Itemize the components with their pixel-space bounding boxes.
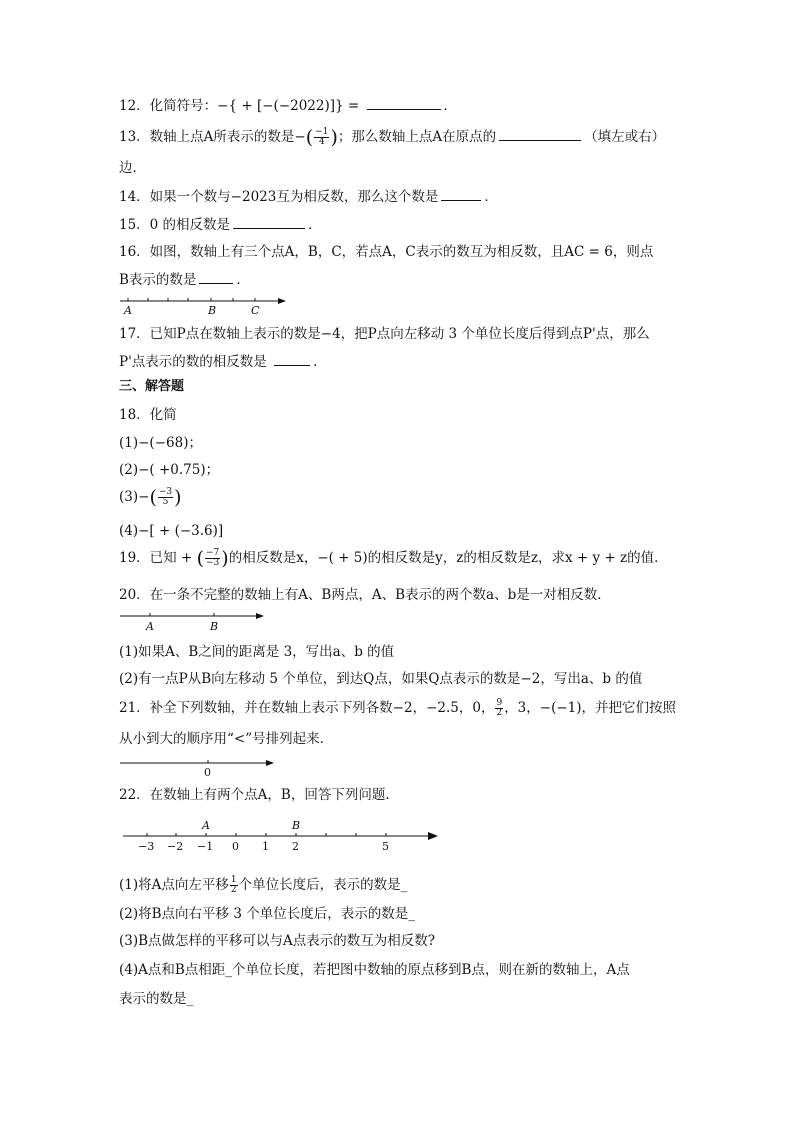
question-18: 18．化简: [119, 407, 177, 423]
answer-blank[interactable]: [367, 97, 441, 110]
q12-text: 12．化简符号：−{ + [−(−2022)]} =: [119, 98, 364, 114]
fraction: $\frac{-3}{5}$: [158, 487, 173, 507]
number-line-figure-20: [118, 608, 268, 636]
q16-text-a: 16．如图，数轴上有三个点A，B，C，若点A，C表示的数互为相反数，且AC = 6，则点: [119, 244, 654, 260]
point-a-label: A: [202, 819, 210, 832]
question-13-cont: [119, 159, 146, 177]
point-b-label: B: [208, 304, 217, 317]
tick-label: −3: [138, 840, 155, 853]
q22-part-4-cont: 表示的数是_: [119, 991, 194, 1007]
fraction: $\frac{9}{2}$: [496, 698, 503, 718]
q13-text-a: 13．数轴上点A所表示的数是−: [119, 129, 306, 145]
fraction: $\frac{-1}{4}$: [315, 127, 329, 147]
question-21-cont: 从小到大的顺序用“<”号排列起来．: [119, 731, 334, 747]
question-16-cont: [119, 271, 250, 289]
question-13: 13．数轴上点A所表示的数是−( $\frac{-1}{4}$ )；那么数轴上点A在原点的 （填左或右）: [119, 126, 666, 149]
q12-end: ．: [443, 98, 458, 114]
question-19: 19．已知 + ( $\frac{-7}{-3}$ )的相反数是x，−( + 5)的相反数是y，z的相反数是z，求x + y + z的值．: [119, 547, 668, 570]
number-line-figure-22: [118, 816, 443, 854]
q18-part-4: (4)−[ + (−3.6)]: [119, 523, 224, 539]
point-a-label: A: [124, 304, 132, 317]
q15-end: ．: [308, 217, 322, 233]
q20-part-2: (2)有一点P从B向左移动 5 个单位，到达Q点，如果Q点表示的数是−2，写出a、b 的值: [119, 671, 643, 687]
q13-text-d: 边．: [119, 160, 146, 176]
q22-part-3: (3)B点做怎样的平移可以与A点表示的数互为相反数?: [119, 933, 436, 949]
q15-text: 15．0 的相反数是: [119, 217, 231, 233]
question-17-cont: [119, 353, 327, 371]
question-16: [119, 243, 653, 261]
tick-label: −1: [197, 840, 214, 853]
q22-part-1: [119, 876, 407, 895]
point-a-label: A: [146, 620, 154, 633]
q13-text-b: ；那么数轴上点A在原点的: [337, 129, 497, 145]
section-heading: 三、解答题: [119, 379, 185, 394]
question-12: [119, 97, 457, 115]
q16-end: ．: [236, 272, 250, 288]
fraction: $\frac{1}{2}$: [230, 875, 237, 895]
q17-text-a: 17．已知P点在数轴上表示的数是−4，把P点向左移动 3 个单位长度后得到点P'点，那么: [119, 326, 650, 342]
q17-end: ．: [313, 354, 327, 370]
tick-label: −2: [167, 840, 184, 853]
answer-blank[interactable]: [233, 216, 305, 229]
q19-text-a: 19．已知 +: [119, 550, 197, 566]
q18-p3-text: (3)−: [119, 489, 150, 505]
tick-label: 0: [232, 840, 239, 853]
q16-text-b: B表示的数是: [119, 272, 197, 288]
q22-p1-text-b: 个单位长度后，表示的数是_: [238, 877, 408, 893]
question-20: 20．在一条不完整的数轴上有A、B两点，A、B表示的两个数a、b是一对相反数．: [119, 587, 611, 603]
q20-part-1: (1)如果A、B之间的距离是 3，写出a、b 的值: [119, 644, 395, 660]
tick-label: 2: [292, 840, 299, 853]
q22-part-2: (2)将B点向右平移 3 个单位长度后，表示的数是_: [119, 906, 415, 922]
question-15: [119, 216, 322, 234]
point-c-label: C: [251, 304, 260, 317]
point-b-label: B: [210, 620, 219, 633]
question-22: 22．在数轴上有两个点A，B，回答下列问题.: [119, 787, 390, 803]
fraction: $\frac{-7}{-3}$: [206, 548, 220, 568]
q14-end: ．: [484, 189, 498, 205]
tick-label: 1: [262, 840, 269, 853]
q13-text-c: （填左或右）: [584, 129, 666, 145]
number-line-figure-16: [118, 292, 290, 318]
q14-text: 14．如果一个数与−2023互为相反数，那么这个数是: [119, 189, 439, 205]
q17-text-b: P'点表示的数的相反数是: [119, 354, 272, 370]
q18-part-3: (3)−( $\frac{-3}{5}$ ): [119, 486, 182, 509]
point-b-label: B: [292, 819, 301, 832]
q21-text-a: 21．补全下列数轴，并在数轴上表示下列各数−2，−2.5，0，: [119, 700, 495, 716]
question-17: [119, 325, 650, 343]
q18-part-2: (2)−( +0.75)；: [119, 462, 220, 478]
q19-text-b: 的相反数是x，−( + 5)的相反数是y，z的相反数是z，求x + y + z的值．: [228, 550, 668, 566]
q22-part-4: (4)A点和B点相距_个单位长度，若把图中数轴的原点移到B点，则在新的数轴上，A点: [119, 962, 630, 978]
answer-blank[interactable]: [199, 271, 233, 284]
answer-blank[interactable]: [441, 188, 481, 201]
number-line-figure-21: [118, 755, 278, 781]
answer-blank[interactable]: [274, 353, 310, 366]
question-14: [119, 188, 498, 206]
tick-label: 5: [382, 840, 389, 853]
origin-label: 0: [204, 766, 211, 779]
q21-text-b: ，3，−(−1)，并把它们按照: [504, 700, 677, 716]
q22-p1-text-a: (1)将A点向左平移: [119, 877, 229, 893]
q18-part-1: (1)−(−68)；: [119, 435, 202, 451]
question-21: [119, 699, 676, 718]
answer-blank[interactable]: [499, 128, 581, 141]
